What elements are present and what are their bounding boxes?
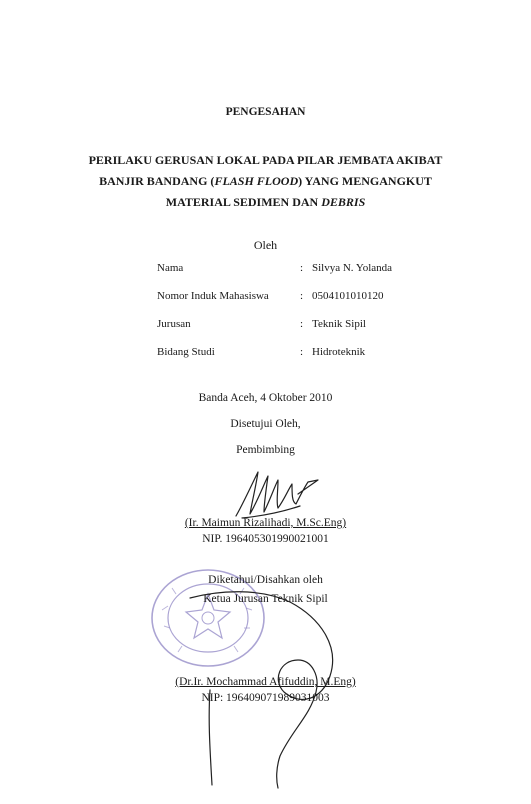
advisor-nip: NIP. 196405301990021001: [202, 533, 329, 545]
info-label: Bidang Studi: [157, 346, 215, 358]
title-line-3: MATERIAL SEDIMEN DAN DEBRIS: [165, 195, 366, 209]
info-label: Nama: [157, 262, 184, 274]
approved-by: Disetujui Oleh,: [230, 418, 301, 430]
title-line-2: BANJIR BANDANG (FLASH FLOOD) YANG MENGANGKUT: [99, 174, 432, 188]
info-value: Silvya N. Yolanda: [312, 262, 393, 274]
info-colon: :: [300, 290, 304, 302]
advisor-name: (Ir. Maimun Rizalihadi, M.Sc.Eng): [184, 517, 347, 529]
page-heading: PENGESAHAN: [225, 106, 306, 118]
dept-head-name: (Dr.Ir. Mochammad Afifuddin, M.Eng): [175, 676, 356, 688]
info-value: 0504101010120: [312, 290, 384, 302]
thesis-title: [0, 150, 531, 213]
dept-head-nip: NIP: 196409071989031003: [201, 692, 330, 704]
info-colon: :: [300, 318, 304, 330]
title-line-1: PERILAKU GERUSAN LOKAL PADA PILAR JEMBATA AKIBAT: [88, 153, 443, 167]
advisor-role: Pembimbing: [236, 444, 295, 456]
place-date: Banda Aceh, 4 Oktober 2010: [198, 392, 333, 404]
by-label: Oleh: [253, 238, 278, 252]
info-label: Jurusan: [157, 318, 191, 330]
info-colon: :: [300, 346, 304, 358]
info-colon: :: [300, 262, 304, 274]
info-value: Teknik Sipil: [312, 318, 366, 330]
info-value: Hidroteknik: [312, 346, 366, 358]
advisor-signature: [222, 466, 322, 524]
known-by: Diketahui/Disahkan oleh: [208, 574, 323, 586]
info-label: Nomor Induk Mahasiswa: [157, 290, 269, 302]
dept-head-role: Ketua Jurusan Teknik Sipil: [203, 593, 328, 605]
